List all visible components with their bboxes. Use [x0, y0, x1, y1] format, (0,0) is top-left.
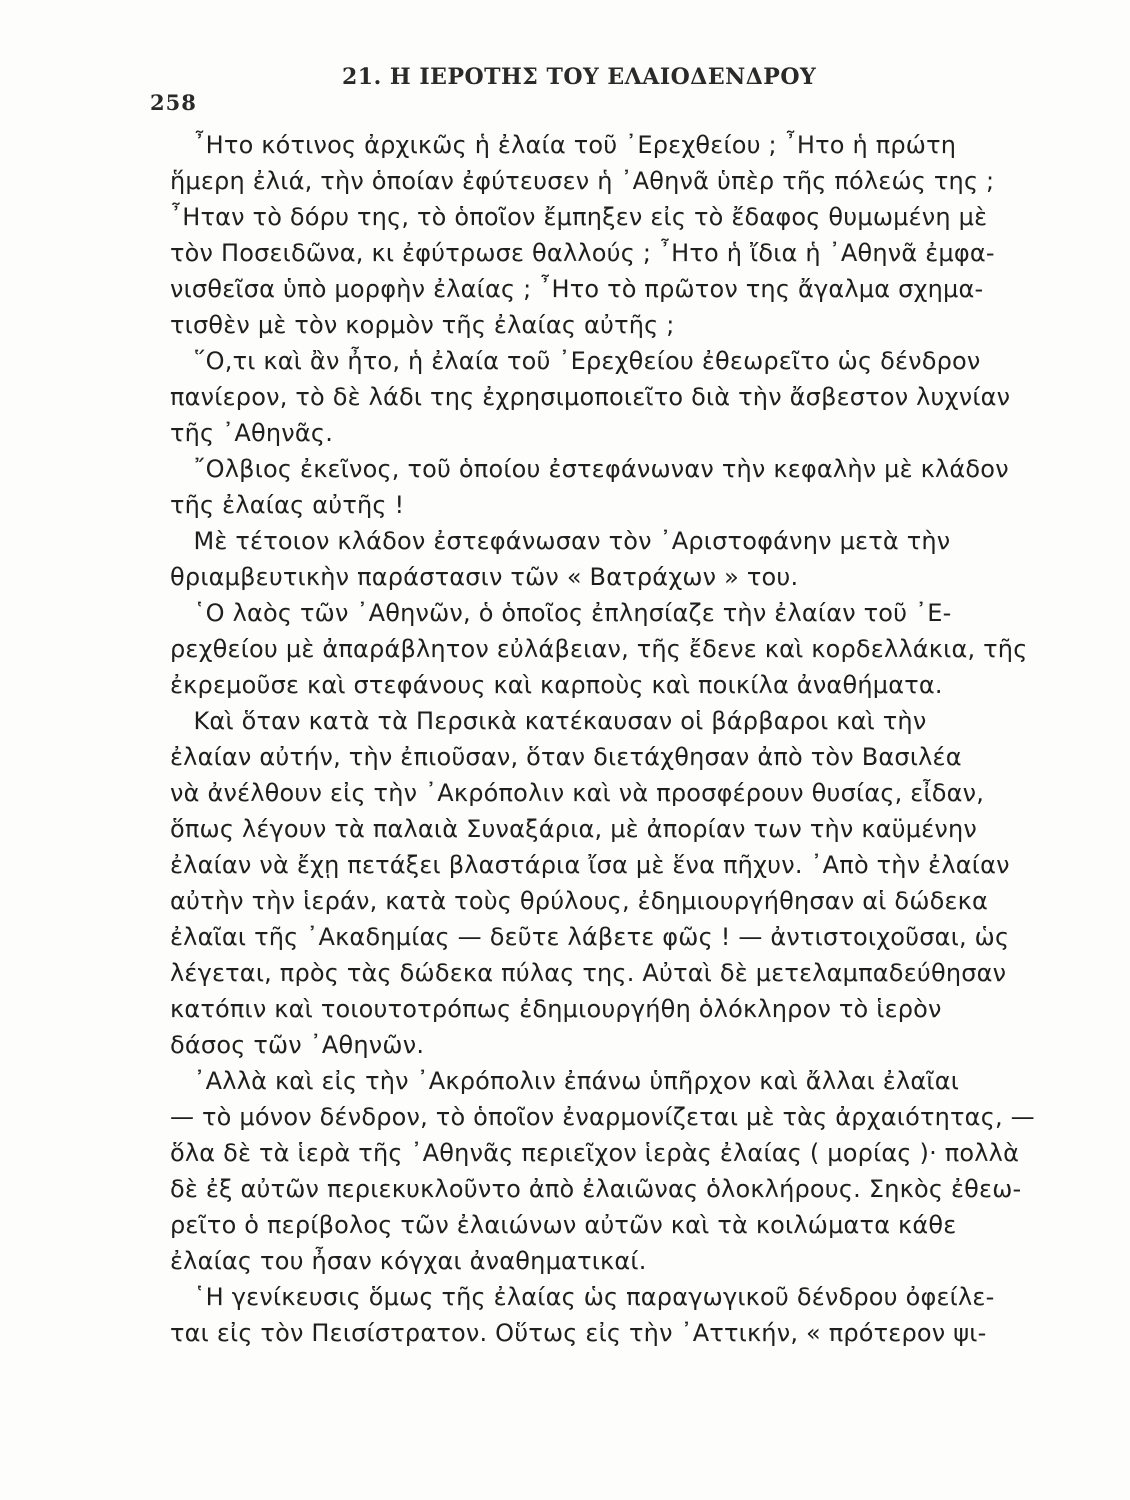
text-line: ται εἰς τὸν Πεισίστρατον. Οὕτως εἰς τὴν ᾿Αττικήν, « πρότερον ψι-: [170, 1319, 987, 1347]
text-line: ῏Ητο κότινος ἀρχικῶς ἡ ἐλαία τοῦ ᾿Ερεχθείου ; ῏Ητο ἡ πρώτη: [170, 131, 957, 159]
text-line: ῎Ολβιος ἐκεῖνος, τοῦ ὁποίου ἐστεφάνωναν τὴν κεφαλὴν μὲ κλάδον: [170, 455, 1009, 483]
text-line: ῞Ο,τι καὶ ἂν ἦτο, ἡ ἐλαία τοῦ ᾿Ερεχθείου ἐθεωρεῖτο ὡς δένδρον: [170, 347, 981, 375]
text-line: ῏Ηταν τὸ δόρυ της, τὸ ὁποῖον ἔμπηξεν εἰς τὸ ἔδαφος θυμωμένη μὲ: [170, 203, 988, 231]
text-line: ρεῖτο ὁ περίβολος τῶν ἐλαιώνων αὐτῶν καὶ τὰ κοιλώματα κάθε: [170, 1211, 957, 1239]
text-line: δάσος τῶν ᾿Αθηνῶν.: [170, 1031, 425, 1059]
text-line: ῾Ο λαὸς τῶν ᾿Αθηνῶν, ὁ ὁποῖος ἐπλησίαζε τὴν ἐλαίαν τοῦ ᾿Ε-: [170, 599, 952, 627]
text-line: νὰ ἀνέλθουν εἰς τὴν ᾿Ακρόπολιν καὶ νὰ προσφέρουν θυσίας, εἶδαν,: [170, 779, 985, 807]
running-head: 21. Η ΙΕΡΟΤΗΣ ΤΟΥ ΕΛΑΙΟΔΕΝΔΡΟΥ: [342, 64, 817, 90]
text-line: τῆς ᾿Αθηνᾶς.: [170, 419, 334, 447]
text-line: αὐτὴν τὴν ἱεράν, κατὰ τοὺς θρύλους, ἐδημιουργήθησαν αἱ δώδεκα: [170, 887, 989, 915]
text-line: — τὸ μόνον δένδρον, τὸ ὁποῖον ἐναρμονίζεται μὲ τὰς ἀρχαιότητας, —: [170, 1103, 1035, 1131]
text-line: ῾Η γενίκευσις ὅμως τῆς ἐλαίας ὡς παραγωγικοῦ δένδρου ὀφείλε-: [170, 1283, 995, 1311]
text-line: Καὶ ὅταν κατὰ τὰ Περσικὰ κατέκαυσαν οἱ βάρβαροι καὶ τὴν: [170, 707, 927, 735]
text-line: ρεχθείου μὲ ἀπαράβλητον εὐλάβειαν, τῆς ἔδενε καὶ κορδελλάκια, τῆς: [170, 635, 1028, 663]
text-line: ᾿Αλλὰ καὶ εἰς τὴν ᾿Ακρόπολιν ἐπάνω ὑπῆρχον καὶ ἄλλαι ἐλαῖαι: [170, 1067, 960, 1095]
text-line: λέγεται, πρὸς τὰς δώδεκα πύλας της. Αὐταὶ δὲ μετελαμπαδεύθησαν: [170, 959, 1007, 987]
text-line: Μὲ τέτοιον κλάδον ἐστεφάνωσαν τὸν ᾿Αριστοφάνην μετὰ τὴν: [170, 527, 951, 555]
text-line: ἐλαῖαι τῆς ᾿Ακαδημίας — δεῦτε λάβετε φῶς ! — ἀντιστοιχοῦσαι, ὡς: [170, 923, 1010, 951]
text-line: ἐλαίαν νὰ ἔχῃ πετάξει βλαστάρια ἴσα μὲ ἕνα πῆχυν. ᾿Απὸ τὴν ἐλαίαν: [170, 851, 1010, 879]
text-line: ἐλαίαν αὐτήν, τὴν ἐπιοῦσαν, ὅταν διετάχθησαν ἀπὸ τὸν Βασιλέα: [170, 743, 962, 771]
text-line: κατόπιν καὶ τοιουτοτρόπως ἐδημιουργήθη ὁλόκληρον τὸ ἱερὸν: [170, 995, 942, 1023]
page-number: 258: [150, 90, 197, 115]
text-line: θριαμβευτικὴν παράστασιν τῶν « Βατράχων » του.: [170, 563, 799, 591]
text-line: ὅλα δὲ τὰ ἱερὰ τῆς ᾿Αθηνᾶς περιεῖχον ἱερὰς ἐλαίας ( μορίας )· πολλὰ: [170, 1139, 1020, 1167]
text-line: ὅπως λέγουν τὰ παλαιὰ Συναξάρια, μὲ ἀπορίαν των τὴν καϋμένην: [170, 815, 978, 843]
text-line: ἥμερη ἐλιά, τὴν ὁποίαν ἐφύτευσεν ἡ ᾿Αθηνᾶ ὑπὲρ τῆς πόλεώς της ;: [170, 167, 995, 195]
text-line: τῆς ἐλαίας αὐτῆς !: [170, 491, 405, 519]
text-line: ἐκρεμοῦσε καὶ στεφάνους καὶ καρποὺς καὶ ποικίλα ἀναθήματα.: [170, 671, 943, 699]
text-line: τὸν Ποσειδῶνα, κι ἐφύτρωσε θαλλούς ; ῏Ητο ἡ ἴδια ἡ ᾿Αθηνᾶ ἐμφα-: [170, 239, 995, 267]
text-line: δὲ ἐξ αὐτῶν περιεκυκλοῦντο ἀπὸ ἐλαιῶνας ὁλοκλήρους. Σηκὸς ἐθεω-: [170, 1175, 1022, 1203]
text-line: ἐλαίας του ἦσαν κόγχαι ἀναθηματικαί.: [170, 1247, 647, 1275]
text-line: πανίερον, τὸ δὲ λάδι της ἐχρησιμοποιεῖτο διὰ τὴν ἄσβεστον λυχνίαν: [170, 383, 1011, 411]
text-line: νισθεῖσα ὑπὸ μορφὴν ἐλαίας ; ῏Ητο τὸ πρῶτον της ἄγαλμα σχημα-: [170, 275, 984, 303]
text-line: τισθὲν μὲ τὸν κορμὸν τῆς ἐλαίας αὐτῆς ;: [170, 311, 675, 339]
